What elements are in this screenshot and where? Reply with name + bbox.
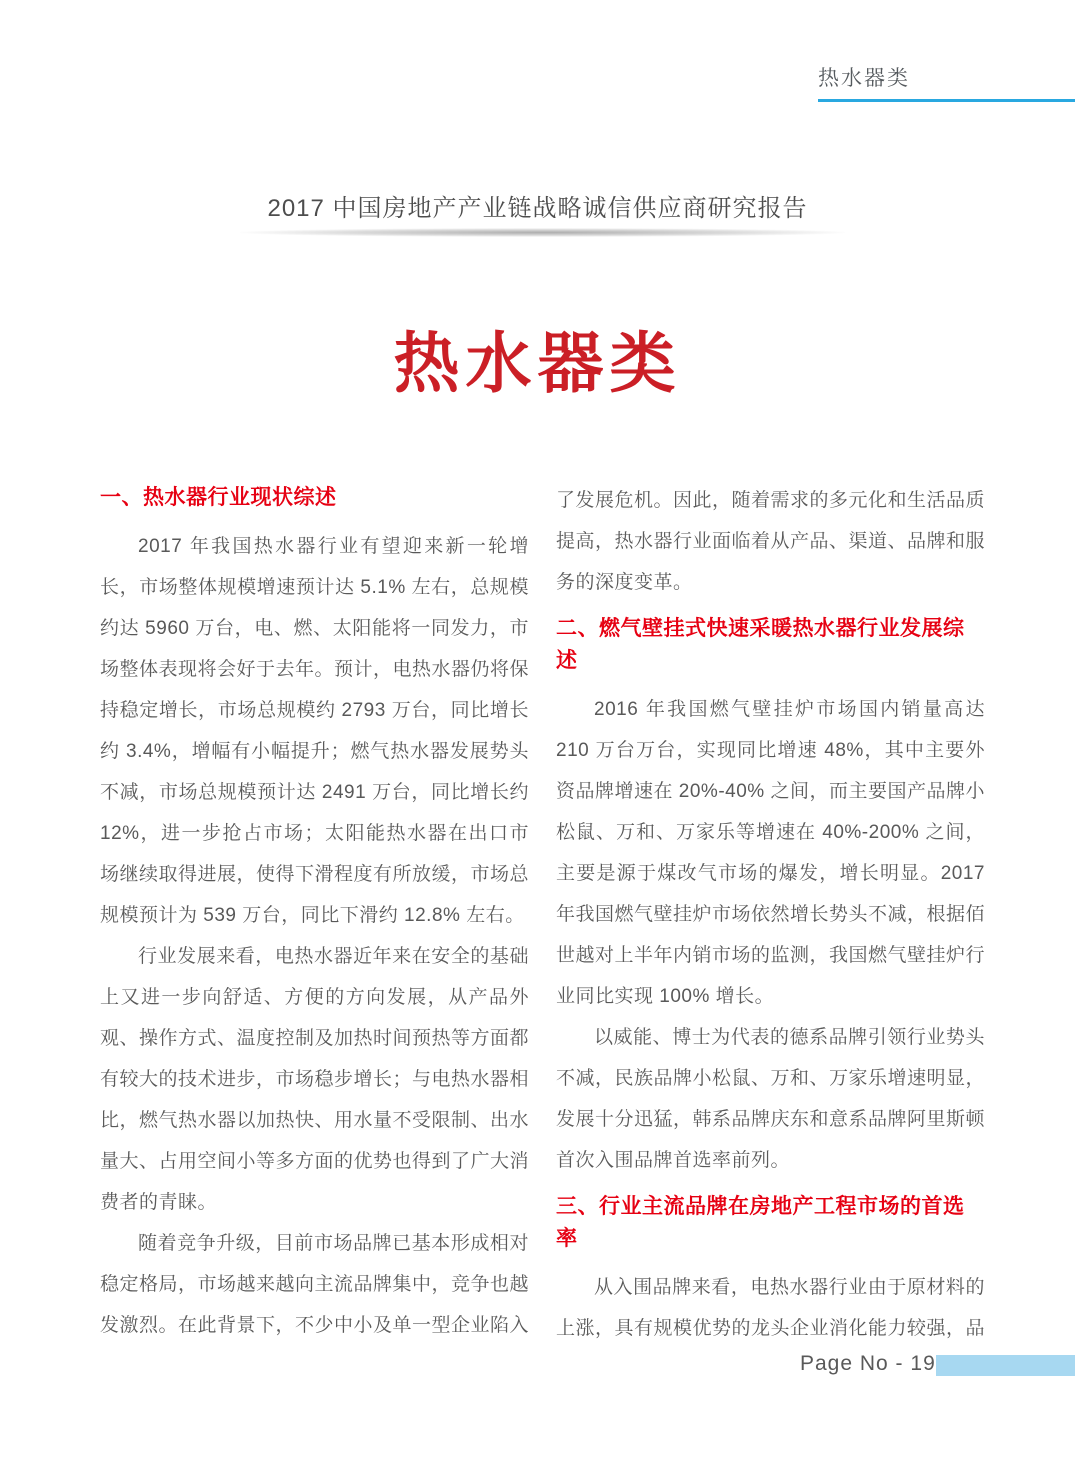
paragraph: 随着竞争升级，目前市场品牌已基本形成相对稳定格局，市场越来越向主流品牌集中，竞争也越发激烈。在此背景下，不少中小及单一型企业陷入 bbox=[100, 1233, 530, 1336]
section-heading-3: 三、行业主流品牌在房地产工程市场的首选率 bbox=[556, 1195, 965, 1250]
body-columns bbox=[100, 480, 985, 1349]
report-title-divider bbox=[240, 228, 845, 237]
paragraph: 行业发展来看，电热水器近年来在安全的基础上又进一步向舒适、方便的方向发展，从产品外观、操作方式、温度控制及加热时间预热等方面都有较大的技术进步，市场稳步增长；与电热水器相比，燃气热水器以加热快、用水量不受限制、出水量大、占用空间小等多方面的优势也得到了广大消费者的青睐。 bbox=[100, 946, 530, 1213]
paragraph: 从入围品牌来看，电热水器行业由于原材料的上涨，具有规模优势的龙头企业消化能力较强，品 bbox=[556, 1277, 986, 1339]
footer-bar bbox=[936, 1355, 1075, 1376]
running-head-rule bbox=[818, 99, 1075, 102]
section-heading-2: 二、燃气壁挂式快速采暖热水器行业发展综述 bbox=[556, 617, 965, 672]
right-column bbox=[556, 480, 985, 1349]
paragraph: 以威能、博士为代表的德系品牌引领行业势头不减，民族品牌小松鼠、万和、万家乐增速明显，发展十分迅猛，韩系品牌庆东和意系品牌阿里斯顿首次入围品牌首选率前列。 bbox=[556, 1027, 986, 1171]
left-column bbox=[100, 480, 529, 1349]
paragraph-continuation: 了发展危机。因此，随着需求的多元化和生活品质提高，热水器行业面临着从产品、渠道、品牌和服务的深度变革。 bbox=[556, 490, 986, 593]
paragraph: 2017 年我国热水器行业有望迎来新一轮增长，市场整体规模增速预计达 5.1% 左右，总规模约达 5960 万台，电、燃、太阳能将一同发力，市场整体表现将会好于去年。预计，电热水器仍将保持稳定增长，市场总规模约 2793 万台，同比增长约 3.4%，增幅有小幅提升；燃气热水器发展势头不减，市场总规模预计达 2491 万台，同比增长约 12%，进一步抢占市场；太阳能热水器在出口市场继续取得进展，使得下滑程度有所放缓，市场总规模预计为 539 万台，同比下滑约 12.8% 左右。 bbox=[100, 536, 530, 926]
running-head: 热水器类 bbox=[818, 67, 910, 90]
page-number: Page No - 19 bbox=[800, 1352, 936, 1375]
section-heading-1: 一、热水器行业现状综述 bbox=[100, 486, 337, 509]
chapter-title: 热水器类 bbox=[393, 328, 682, 401]
report-title: 2017 中国房地产产业链战略诚信供应商研究报告 bbox=[267, 195, 808, 222]
paragraph: 2016 年我国燃气壁挂炉市场国内销量高达 210 万台万台，实现同比增速 48%，其中主要外资品牌增速在 20%-40% 之间，而主要国产品牌小松鼠、万和、万家乐等增速在 40%-200% 之间，主要是源于煤改气市场的爆发，增长明显。2017 年我国燃气壁挂炉市场依然增长势头不减，根据佰世越对上半年内销市场的监测，我国燃气壁挂炉行业同比实现 100% 增长。 bbox=[556, 699, 986, 1007]
